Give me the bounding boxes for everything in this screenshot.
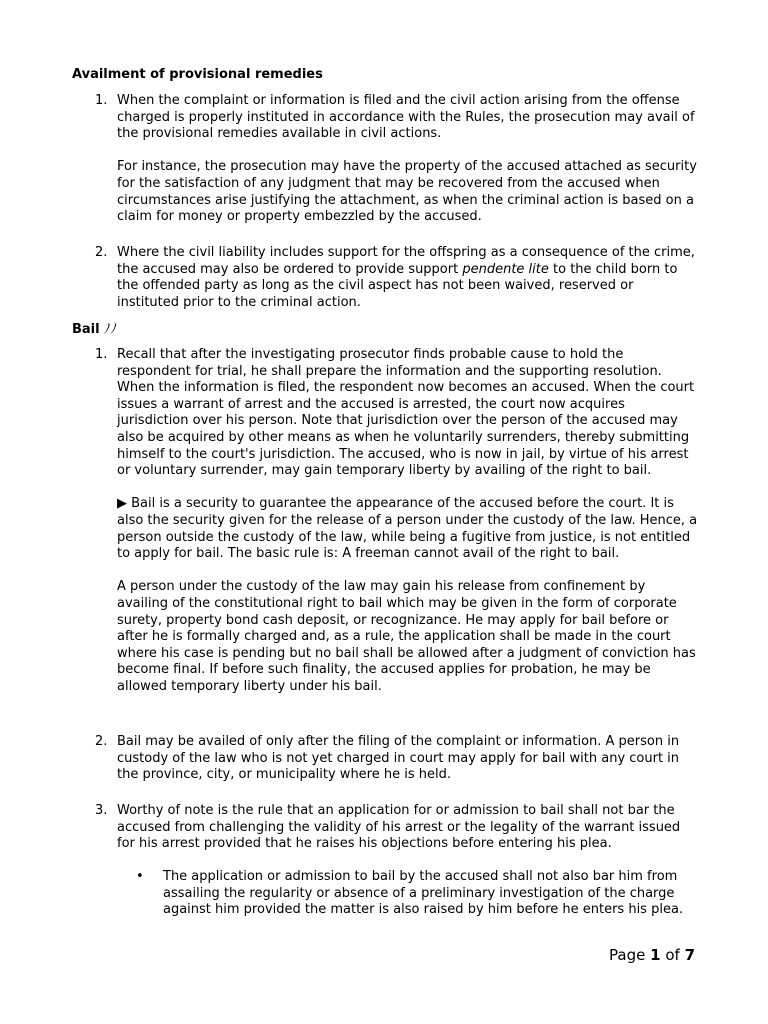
bullet-item	[136, 869, 698, 919]
list-item-bail-2	[72, 734, 698, 784]
total-pages-number: 7	[684, 946, 696, 964]
list-item-provisional-2	[72, 245, 698, 311]
section-heading-bail: Bail ﾉﾉ	[72, 322, 118, 337]
paragraph: Worthy of note is the rule that an application for or admission to bail shall not bar the accused from challenging the validity of his arrest or the legality of the warrant issued for his arrest provided that he raises his objections before entering his plea.	[117, 803, 681, 852]
list-number: 2.	[95, 245, 108, 260]
list-item-bail-1	[72, 347, 698, 695]
list-number: 2.	[95, 734, 108, 749]
bullet-icon: •	[136, 869, 144, 884]
paragraph: The application or admission to bail by the accused shall not also bar him from assailing the regularity or absence of a preliminary investigation of the charge against him provided the matter is also raised by him before he enters his plea.	[163, 869, 684, 918]
paragraph: Bail may be availed of only after the filing of the complaint or information. A person in custody of the law who is not yet charged in court may apply for bail with any court in the province, city, or municipality where he is held.	[117, 734, 680, 783]
paragraph: ▶ Bail is a security to guarantee the appearance of the accused before the court. It is also the security given for the release of a person under the custody of the law. Hence, a person outside the custody of the law, while being a fugitive from justice, is not entitled to apply for bail. The basic rule is: A freeman cannot avail of the right to bail.	[117, 496, 698, 562]
heading-glyphs: ﾉﾉ	[104, 322, 118, 337]
list-number: 1.	[95, 347, 108, 362]
list-number: 3.	[95, 803, 108, 818]
latin-term: pendente lite	[462, 261, 549, 277]
paragraph: Recall that after the investigating prosecutor finds probable cause to hold the respondent for trial, he shall prepare the information and the supporting resolution. When the information is filed, the respondent now becomes an accused. When the court issues a warrant of arrest and the accused is arrested, the court now acquires jurisdiction over his person. Note that jurisdiction over the person of the accused may also be acquired by other means as when he voluntarily surrenders, thereby submitting himself to the court's jurisdiction. The accused, who is now in jail, by virtue of his arrest or voluntary surrender, may gain temporary liberty by availing of the right to bail.	[117, 347, 695, 479]
section-heading-provisional-remedies: Availment of provisional remedies	[72, 67, 323, 82]
paragraph: When the complaint or information is filed and the civil action arising from the offense charged is properly instituted in accordance with the Rules, the prosecution may avail of the provisional remedies available in civil actions.	[117, 93, 695, 142]
list-number: 1.	[95, 93, 108, 108]
paragraph: A person under the custody of the law may gain his release from confinement by availing of the constitutional right to bail which may be given in the form of corporate surety, property bond cash deposit, or recognizance. He may apply for bail before or after he is formally charged and, as a rule, the application shall be made in the court where his case is pending but no bail shall be allowed after a judgment of conviction has become final. If before such finality, the accused applies for probation, he may be allowed temporary liberty under his bail.	[117, 579, 696, 694]
paragraph: For instance, the prosecution may have the property of the accused attached as security for the satisfaction of any judgment that may be recovered from the accused when circumstances arise justifying the attachment, as when the criminal action is based on a claim for money or property embezzled by the accused.	[117, 159, 697, 225]
paragraph: Where the civil liability includes support for the offspring as a consequence of the crime, the accused may also be ordered to provide support pendente lite to the child born to the offended party as long as the civil aspect has not been waived, reserved or instituted prior to the criminal action.	[117, 245, 695, 310]
page-counter: Page 1 of 7	[609, 946, 696, 964]
list-item-provisional-1	[72, 93, 698, 226]
current-page-number: 1	[650, 946, 661, 964]
list-item-bail-3	[72, 803, 698, 853]
